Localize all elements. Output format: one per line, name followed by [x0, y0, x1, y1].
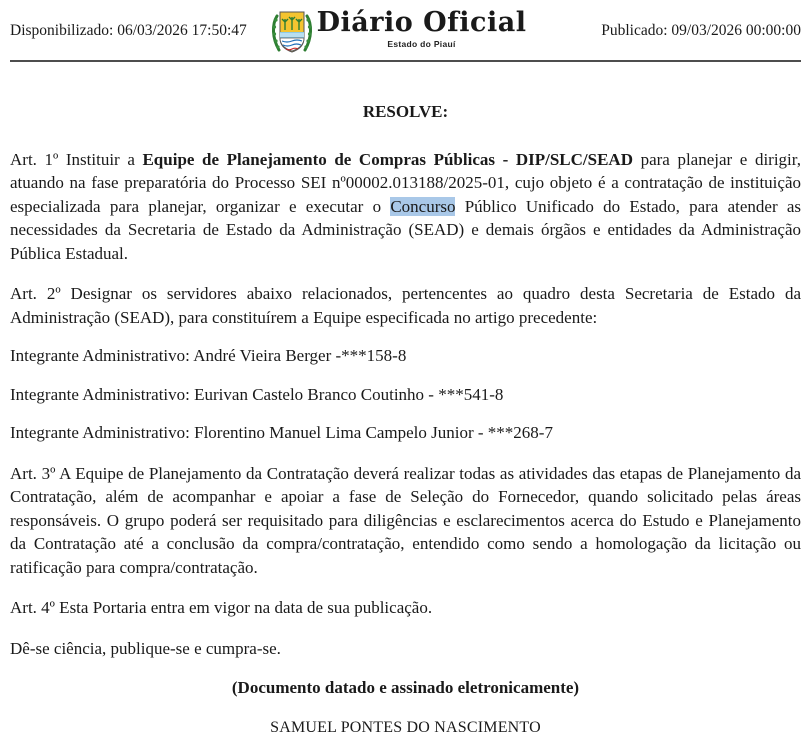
article-1-prefix: Art. 1º Instituir a	[10, 149, 143, 169]
resolve-heading: RESOLVE:	[362, 102, 449, 121]
masthead-text	[317, 8, 527, 49]
gazette-header	[0, 0, 811, 56]
article-3-paragraph: Art. 3º A Equipe de Planejamento da Contratação deverá realizar todas as atividades das etapas de Planejamento da Contratação, além de acompanhar e apoiar a fase de Seleção do Fornecedor, quando solicitado pelas áreas responsáveis. O grupo poderá ser requisitado para diligências e esclarecimentos acerca do Estudo e Planejamento da Contratação até a conclusão da compra/contratação, entendido como sendo a homologação da licitação ou ratificação para compra/contratação.	[10, 463, 801, 577]
closing-formula: Dê-se ciência, publique-se e cumpra-se.	[10, 638, 281, 658]
search-highlighted-term: Concurso	[390, 196, 456, 216]
piaui-coat-of-arms-icon	[270, 8, 314, 56]
masthead-title: Diário Oficial	[316, 7, 527, 38]
publicado-timestamp: Publicado: 09/03/2026 00:00:00	[601, 22, 801, 39]
signatory-name: SAMUEL PONTES DO NASCIMENTO	[270, 718, 541, 736]
article-1-paragraph	[10, 148, 801, 266]
article-2-paragraph: Art. 2º Designar os servidores abaixo relacionados, pertencentes ao quadro desta Secretaria de Estado da Administração (SEAD), para constituírem a Equipe especificada no artigo precedente:	[10, 284, 801, 327]
integrante-line-2: Integrante Administrativo: Eurivan Castelo Branco Coutinho - ***541-8	[10, 384, 504, 404]
document-body	[0, 100, 811, 739]
masthead	[270, 8, 527, 56]
integrante-line-1: Integrante Administrativo: André Vieira Berger -***158-8	[10, 346, 407, 365]
disponibilizado-timestamp: Disponibilizado: 06/03/2026 17:50:47	[10, 22, 247, 39]
electronic-signature-note: (Documento datado e assinado eletronicamente)	[231, 678, 580, 697]
article-1-bold-team-name: Equipe de Planejamento de Compras Públicas - DIP/SLC/SEAD	[142, 149, 633, 169]
article-1-middle: para planejar e dirigir, atuando na fase preparatória do Processo SEI nº00002.013188/2025-01, cujo objeto é a contratação de instituição especializada para planejar, organizar e executar o	[10, 149, 802, 216]
article-1-suffix: Público Unificado do Estado, para atender as necessidades da Secretaria de Estado da Administração (SEAD) e demais órgãos e entidades da Administração Pública Estadual.	[10, 196, 802, 263]
masthead-subtitle: Estado do Piauí	[387, 39, 456, 49]
article-4-paragraph: Art. 4º Esta Portaria entra em vigor na data de sua publicação.	[10, 598, 433, 617]
integrante-line-3: Integrante Administrativo: Florentino Manuel Lima Campelo Junior - ***268-7	[10, 423, 553, 442]
header-divider	[10, 60, 801, 62]
